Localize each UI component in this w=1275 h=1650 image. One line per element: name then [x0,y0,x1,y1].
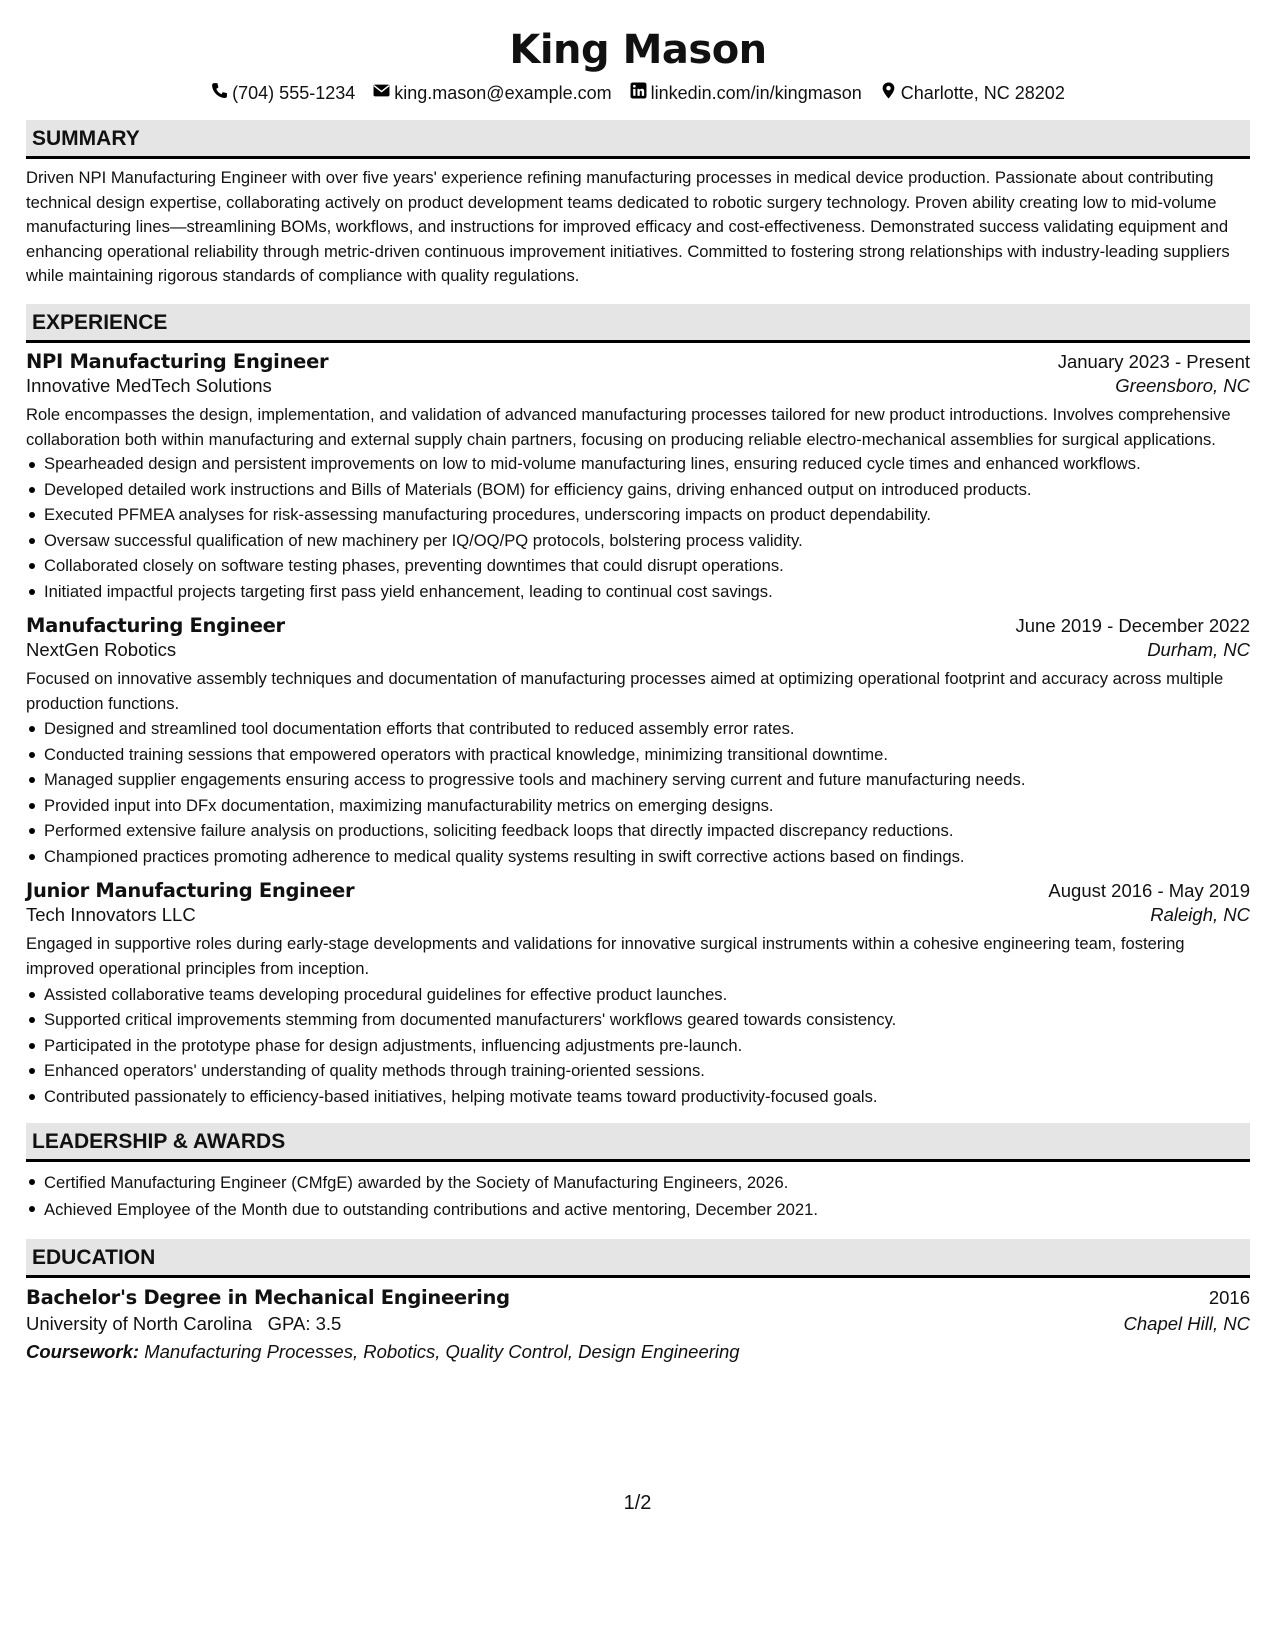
list-item: Participated in the prototype phase for design adjustments, influencing adjustments pre-launch. [44,1033,1250,1059]
list-item: Provided input into DFx documentation, maximizing manufacturability metrics on emerging designs. [44,793,1250,819]
list-item: Spearheaded design and persistent improvements on low to mid-volume manufacturing lines, ensuring reduced cycle times and enhanced workflows. [44,452,1250,477]
job-dates: January 2023 - Present [1057,350,1250,372]
job-subheader [26,639,1250,661]
list-item: Achieved Employee of the Month due to outstanding contributions and active mentoring, December 2021. [44,1196,1250,1223]
job-title: NPI Manufacturing Engineer [26,349,329,373]
list-item: Designed and streamlined tool documentation efforts that contributed to reduced assembly error rates. [44,716,1250,742]
list-item: Executed PFMEA analyses for risk-assessing manufacturing procedures, underscoring impacts on product dependability. [44,502,1250,528]
section-heading-education: EDUCATION [26,1239,1250,1278]
list-item: Contributed passionately to efficiency-based initiatives, helping motivate teams toward productivity-focused goals. [44,1084,1250,1110]
coursework-label: Coursework: [26,1341,140,1363]
contact-linkedin[interactable] [630,82,862,104]
location-text: Charlotte, NC 28202 [900,82,1065,103]
job-bullets [26,982,1250,1110]
list-item: Developed detailed work instructions and Bills of Materials (BOM) for efficiency gains, driving enhanced output on introduced products. [44,477,1250,503]
school-info [26,1313,341,1335]
job-dates: June 2019 - December 2022 [1015,615,1250,637]
coursework [26,1341,1250,1363]
company-name: Innovative MedTech Solutions [26,374,272,396]
candidate-name: King Mason [509,27,767,73]
map-pin-icon [880,82,897,104]
list-item: Collaborated closely on software testing phases, preventing downtimes that could disrupt operations. [44,553,1250,579]
linkedin-icon [630,82,647,104]
job-header [26,614,1250,637]
list-item: Initiated impactful projects targeting first pass yield enhancement, leading to continual cost savings. [44,579,1250,605]
list-item: Managed supplier engagements ensuring access to progressive tools and machinery serving current and future manufacturing needs. [44,767,1250,793]
job-title: Junior Manufacturing Engineer [26,879,355,903]
job-bullets [26,452,1250,604]
job-description: Role encompasses the design, implementation, and validation of advanced manufacturing processes tailored for new product introductions. Involves comprehensive collaboration both within manufacturing and external supply chain partners, focusing on producing reliable electro-mechanical assemblies for surgical applications. [26,404,1231,449]
envelope-icon [373,82,390,104]
job-title: Manufacturing Engineer [26,614,285,638]
coursework-list: Manufacturing Processes, Robotics, Quality Control, Design Engineering [144,1341,740,1363]
list-item: Supported critical improvements stemming from documented manufacturers' workflows geared towards consistency. [44,1007,1250,1033]
list-item: Certified Manufacturing Engineer (CMfgE) awarded by the Society of Manufacturing Engineers, 2026. [44,1169,1250,1196]
education-subheader [26,1313,1250,1335]
list-item: Enhanced operators' understanding of quality methods through training-oriented sessions. [44,1058,1250,1084]
contact-bar [26,78,1250,108]
section-heading-summary: SUMMARY [26,120,1250,159]
section-heading-experience: EXPERIENCE [26,304,1250,343]
education-section [26,1239,1250,1363]
phone-text: (704) 555-1234 [232,82,356,103]
job-entry [26,350,1250,604]
job-entry [26,879,1250,1109]
job-location: Raleigh, NC [1150,904,1250,926]
degree-title: Bachelor's Degree in Mechanical Engineering [26,1286,510,1310]
summary-text: Driven NPI Manufacturing Engineer with over five years' experience refining manufacturing processes in medical device production. Passionate about contributing technical design expertise, collaborating actively on product development teams dedicated to robotic surgery technology. Proven ability creating low to mid-volume manufacturing lines—streamlining BOMs, workflows, and instructions for improved efficacy and cost-effectiveness. Demonstrated success validating equipment and enhancing operational reliability through metric-driven continuous improvement initiatives. Committed to fostering strong relationships with industry-leading suppliers while maintaining rigorous standards of compliance with quality regulations. [26,168,1230,286]
phone-icon [211,82,228,104]
awards-list [26,1169,1250,1223]
contact-location [880,82,1065,104]
job-entry [26,614,1250,869]
school-name: University of North Carolina [26,1313,253,1335]
linkedin-link[interactable]: linkedin.com/in/kingmason [650,82,862,103]
job-description: Engaged in supportive roles during early-stage developments and validations for innovative surgical instruments within a cohesive engineering team, fostering improved operational principles from inception. [26,934,1185,978]
contact-phone [211,82,355,104]
job-subheader [26,375,1250,397]
school-location: Chapel Hill, NC [1123,1313,1250,1335]
section-heading-awards: LEADERSHIP & AWARDS [26,1123,1250,1162]
company-name: Tech Innovators LLC [26,904,196,926]
summary-section [26,120,1250,289]
education-header [26,1286,1250,1309]
job-header [26,879,1250,902]
experience-section [26,304,1250,1109]
job-header [26,350,1250,373]
contact-email[interactable] [373,82,611,104]
job-dates: August 2016 - May 2019 [1048,880,1250,902]
job-location: Durham, NC [1147,639,1250,661]
gpa: GPA: 3.5 [267,1313,342,1335]
job-description: Focused on innovative assembly techniques and documentation of manufacturing processes aimed at optimizing operational footprint and accuracy across multiple production functions. [26,669,1224,713]
list-item: Oversaw successful qualification of new machinery per IQ/OQ/PQ protocols, bolstering process validity. [44,528,1250,554]
resume-page [26,0,1250,1363]
graduation-year: 2016 [1208,1287,1250,1309]
list-item: Championed practices promoting adherence to medical quality systems resulting in swift corrective actions based on findings. [44,844,1250,870]
list-item: Assisted collaborative teams developing procedural guidelines for effective product launches. [44,982,1250,1008]
list-item: Conducted training sessions that empowered operators with practical knowledge, minimizing transitional downtime. [44,742,1250,768]
list-item: Performed extensive failure analysis on productions, soliciting feedback loops that directly impacted discrepancy reductions. [44,818,1250,844]
job-bullets [26,716,1250,869]
company-name: NextGen Robotics [26,639,177,661]
job-location: Greensboro, NC [1115,374,1250,396]
awards-section [26,1123,1250,1223]
email-link[interactable]: king.mason@example.com [394,82,612,103]
job-subheader [26,904,1250,926]
page-number: 1/2 [623,1492,652,1514]
